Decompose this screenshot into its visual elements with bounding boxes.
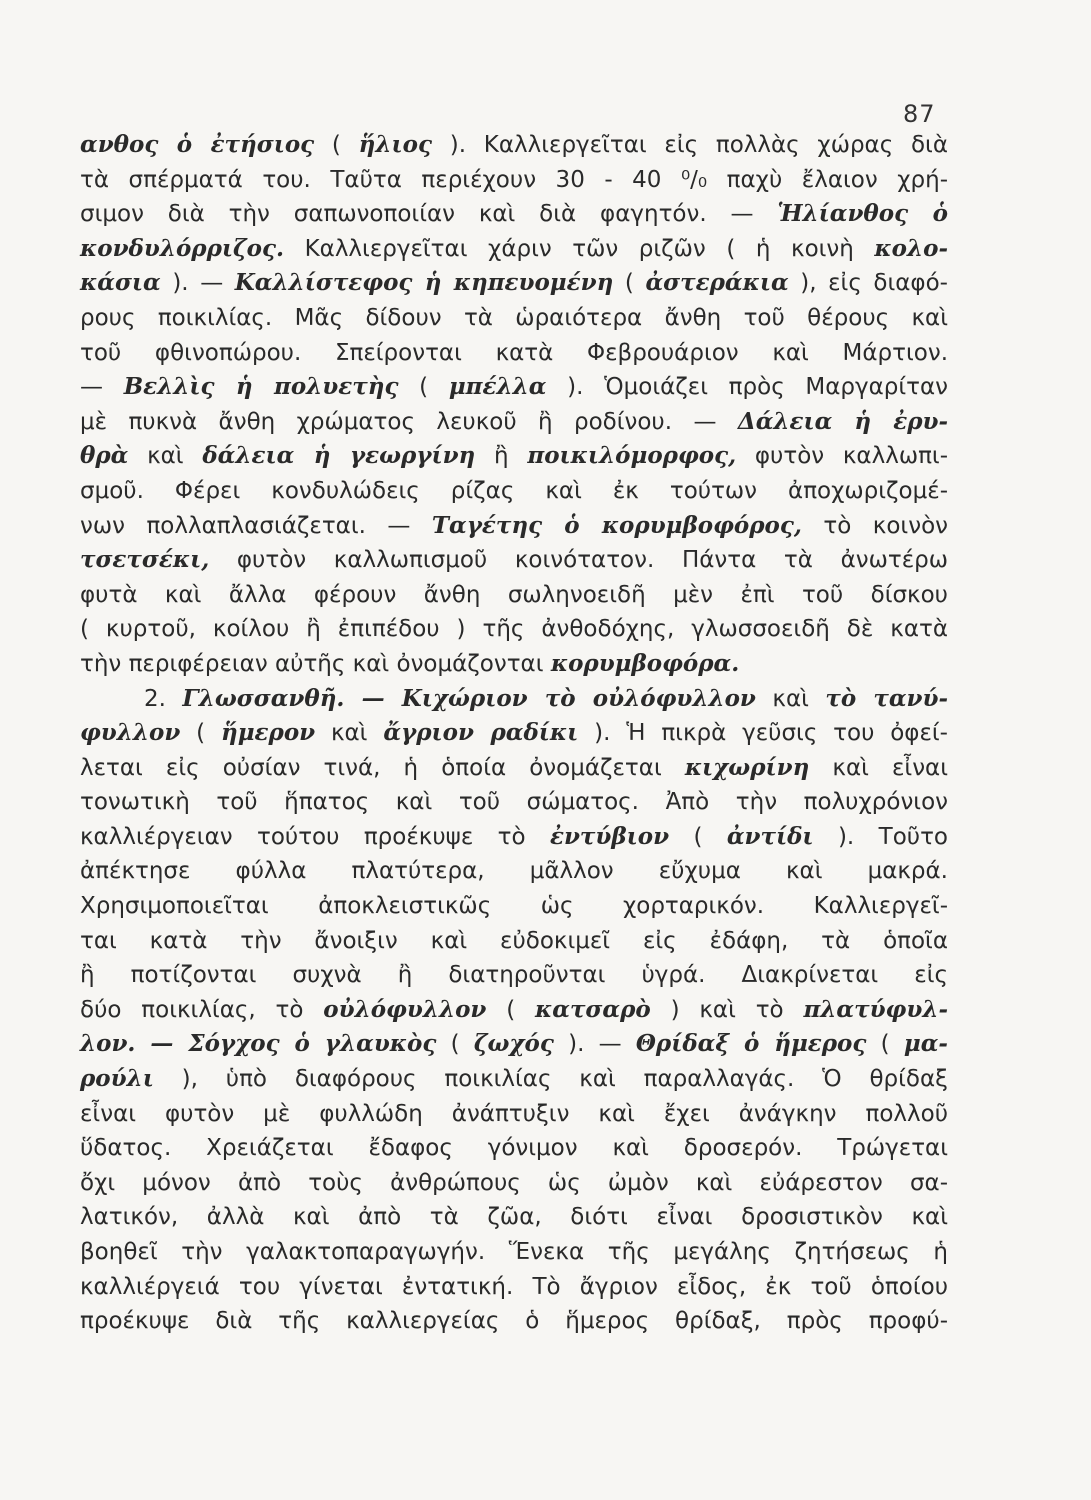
text-line bbox=[80, 1097, 948, 1132]
text-segment: ). Καλλιεργεῖται εἰς πολλὰς χώρας διὰ bbox=[431, 132, 948, 158]
emphasized-term: Βελλὶς ἡ πολυετὴς bbox=[123, 373, 399, 401]
text-line bbox=[80, 509, 948, 544]
text-segment: Καλλιεργεῖται χάριν τῶν ριζῶν ( ἡ κοινὴ bbox=[284, 235, 875, 262]
text-segment: φυτὸν καλλωπισμοῦ κοινότατον. Πάντα τὰ ἀνωτέρω bbox=[209, 547, 948, 574]
text-segment: ). Ὁμοιάζει πρὸς Μαργαρίταν bbox=[546, 374, 949, 401]
text-segment: καὶ εἶναι bbox=[809, 754, 948, 781]
text-segment: λεται εἰς οὐσίαν τινά, ἡ ὁποία ὀνομάζεται bbox=[80, 754, 685, 781]
text-segment: ρους ποικιλίας. Μᾶς δίδουν τὰ ὡραιότερα ἄνθη τοῦ θέρους καὶ bbox=[80, 304, 948, 331]
text-segment: ( κυρτοῦ, κοίλου ἢ ἐπιπέδου ) τῆς ἀνθοδόχης, γλωσσοειδῆ δὲ κατὰ bbox=[80, 616, 948, 643]
emphasized-term: κορυμβοφόρα. bbox=[550, 649, 740, 677]
emphasized-term: τσετσέκι, bbox=[80, 546, 210, 574]
text-segment: σιμον διὰ τὴν σαπωνοποιίαν καὶ διὰ φαγητόν. — bbox=[80, 201, 778, 228]
text-line bbox=[80, 1166, 948, 1201]
text-line bbox=[80, 716, 948, 751]
text-segment: βοηθεῖ τὴν γαλακτοπαραγωγήν. Ἕνεκα τῆς μεγάλης ζητήσεως ἡ bbox=[80, 1239, 948, 1265]
emphasized-term: ποικιλόμορφος, bbox=[527, 442, 737, 470]
text-line bbox=[80, 647, 948, 682]
emphasized-term: μα- bbox=[903, 1030, 948, 1058]
text-segment: Χρησιμοποιεῖται ἀποκλειστικῶς ὡς χορταρικόν. Καλλιεργεῖ- bbox=[80, 893, 948, 920]
page-number: 87 bbox=[903, 100, 936, 128]
emphasized-term: θρὰ bbox=[80, 442, 129, 470]
emphasized-term: μπέλλα bbox=[448, 373, 547, 401]
text-segment: ( bbox=[866, 1031, 904, 1058]
text-segment: ὕδατος. Χρειάζεται ἔδαφος γόνιμον καὶ δροσερόν. Τρώγεται bbox=[80, 1135, 948, 1162]
text-line bbox=[80, 197, 948, 232]
emphasized-term: ἥλιος bbox=[358, 131, 432, 158]
text-segment: ). — bbox=[553, 1031, 636, 1058]
emphasized-term: Ἡλίανθος ὁ bbox=[777, 200, 948, 228]
text-line bbox=[80, 1027, 948, 1062]
text-segment: ἢ bbox=[475, 443, 528, 470]
text-line bbox=[80, 336, 948, 371]
text-segment: φυτὰ καὶ ἄλλα φέρουν ἄνθη σωληνοειδῆ μὲν ἐπὶ τοῦ δίσκου bbox=[80, 581, 948, 608]
text-line bbox=[80, 163, 948, 198]
emphasized-term: Δάλεια ἡ ἐρυ- bbox=[737, 407, 948, 435]
emphasized-term: ρούλι bbox=[80, 1065, 154, 1093]
text-line bbox=[80, 128, 948, 163]
text-segment: — bbox=[80, 374, 124, 401]
text-line bbox=[80, 474, 948, 509]
text-line bbox=[80, 1062, 948, 1097]
text-line bbox=[80, 1131, 948, 1166]
text-line bbox=[80, 439, 948, 474]
text-segment: καλλιέργειά του γίνεται ἐντατική. Τὸ ἄγριον εἶδος, ἐκ τοῦ ὁποίου bbox=[80, 1273, 948, 1300]
text-line bbox=[80, 958, 948, 993]
text-line bbox=[80, 751, 948, 786]
text-line bbox=[80, 232, 948, 267]
emphasized-term: λον. — Σόγχος ὁ γλαυκὸς bbox=[80, 1030, 437, 1058]
text-line bbox=[80, 785, 948, 820]
text-segment: δύο ποικιλίας, τὸ bbox=[80, 996, 324, 1023]
text-segment: προέκυψε διὰ τῆς καλλιεργείας ὁ ἥμερος θρίδαξ, πρὸς προφύ- bbox=[80, 1308, 948, 1335]
text-line bbox=[80, 820, 948, 855]
body-text bbox=[80, 128, 948, 1339]
emphasized-term: ζωχός bbox=[473, 1030, 554, 1058]
text-segment: ( bbox=[613, 270, 646, 297]
text-segment: σμοῦ. Φέρει κονδυλώδεις ρίζας καὶ ἐκ τούτων ἀποχωριζομέ- bbox=[80, 477, 948, 504]
text-line bbox=[80, 1270, 948, 1305]
text-segment: ται κατὰ τὴν ἄνοιξιν καὶ εὐδοκιμεῖ εἰς ἐδάφη, τὰ ὁποῖα bbox=[80, 927, 948, 954]
emphasized-term: ἀντίδι bbox=[726, 822, 814, 850]
text-line bbox=[80, 1235, 948, 1270]
emphasized-term: δάλεια ἡ γεωργίνη bbox=[202, 442, 476, 470]
text-segment: ) καὶ τὸ bbox=[650, 996, 804, 1023]
text-line bbox=[80, 854, 948, 889]
text-segment: τὸ κοινὸν bbox=[801, 512, 948, 539]
text-segment: ὄχι μόνον ἀπὸ τοὺς ἀνθρώπους ὡς ὠμὸν καὶ εὐάρεστον σα- bbox=[80, 1169, 948, 1196]
text-segment: ), εἰς διαφό- bbox=[788, 270, 948, 297]
text-segment: ( bbox=[180, 720, 221, 747]
text-segment: λατικόν, ἀλλὰ καὶ ἀπὸ τὰ ζῶα, διότι εἶναι δροσιστικὸν καὶ bbox=[80, 1204, 948, 1231]
text-line bbox=[80, 543, 948, 578]
text-segment: μὲ πυκνὰ ἄνθη χρώματος λευκοῦ ἢ ροδίνου. — bbox=[80, 408, 738, 435]
emphasized-term: ἥμερον bbox=[220, 719, 316, 747]
text-line bbox=[80, 405, 948, 440]
text-segment: ). Τοῦτο bbox=[813, 823, 948, 850]
emphasized-term: κιχωρίνη bbox=[684, 753, 810, 781]
text-segment: 2. bbox=[144, 685, 183, 712]
text-segment: τονωτικὴ τοῦ ἥπατος καὶ τοῦ σώματος. Ἀπὸ τὴν πολυχρόνιον bbox=[80, 789, 948, 816]
text-segment: ), ὑπὸ διαφόρους ποικιλίας καὶ παραλλαγάς. Ὁ θρίδαξ bbox=[153, 1066, 948, 1093]
text-segment: νων πολλαπλασιάζεται. — bbox=[80, 512, 432, 539]
text-segment: φυτὸν καλλωπι- bbox=[736, 443, 949, 470]
text-line bbox=[80, 370, 948, 405]
text-line bbox=[80, 266, 948, 301]
text-line bbox=[80, 301, 948, 336]
emphasized-term: Γλωσσανθῆ. — Κιχώριον τὸ οὐλόφυλλον bbox=[182, 684, 756, 712]
emphasized-term: κονδυλόρριζος. bbox=[80, 234, 285, 262]
text-line bbox=[80, 993, 948, 1028]
emphasized-term: ανθος ὁ ἐτήσιος bbox=[80, 131, 315, 158]
text-segment: ). Ἡ πικρὰ γεῦσις του ὀφεί- bbox=[578, 720, 948, 747]
text-segment: ( bbox=[669, 823, 727, 850]
emphasized-term: κατσαρὸ bbox=[535, 995, 651, 1023]
emphasized-term: ἐντύβιον bbox=[549, 822, 670, 850]
emphasized-term: φυλλον bbox=[80, 719, 181, 747]
emphasized-term: οὐλόφυλλον bbox=[323, 995, 487, 1023]
text-segment: ἢ ποτίζονται συχνὰ ἢ διατηροῦνται ὑγρά. Διακρίνεται εἰς bbox=[80, 962, 948, 989]
text-segment: καὶ bbox=[315, 720, 384, 747]
text-segment: ). — bbox=[160, 270, 235, 297]
text-segment: ( bbox=[314, 132, 359, 158]
text-segment: τὴν περιφέρειαν αὐτῆς καὶ ὀνομάζονται bbox=[80, 650, 551, 677]
emphasized-term: πλατύφυλ- bbox=[803, 995, 948, 1023]
emphasized-term: ἄγριον ραδίκι bbox=[383, 719, 579, 747]
text-segment: καὶ bbox=[755, 685, 826, 712]
emphasized-term: κολο- bbox=[874, 234, 948, 262]
emphasized-term: Καλλίστεφος ἡ κηπευομένη bbox=[234, 269, 614, 297]
text-segment: τοῦ φθινοπώρου. Σπείρονται κατὰ Φεβρουάριον καὶ Μάρτιον. bbox=[80, 339, 948, 366]
text-line bbox=[80, 1304, 948, 1339]
text-segment: ( bbox=[436, 1031, 474, 1058]
emphasized-term: Θρίδαξ ὁ ἥμερος bbox=[635, 1030, 867, 1058]
text-line bbox=[80, 682, 948, 717]
text-segment: ( bbox=[486, 996, 536, 1023]
text-segment: εἶναι φυτὸν μὲ φυλλώδη ἀνάπτυξιν καὶ ἔχει ἀνάγκην πολλοῦ bbox=[80, 1100, 948, 1127]
text-line bbox=[80, 1200, 948, 1235]
text-line bbox=[80, 578, 948, 613]
text-segment: καλλιέργειαν τούτου προέκυψε τὸ bbox=[80, 823, 550, 850]
text-segment: ( bbox=[398, 374, 449, 401]
emphasized-term: τὸ τανύ- bbox=[825, 684, 948, 712]
emphasized-term: κάσια bbox=[80, 269, 161, 297]
text-segment: καὶ bbox=[128, 443, 203, 470]
text-line bbox=[80, 612, 948, 647]
emphasized-term: Ταγέτης ὁ κορυμβοφόρος, bbox=[431, 511, 802, 539]
text-line bbox=[80, 924, 948, 959]
text-segment: τὰ σπέρματά του. Ταῦτα περιέχουν 30 - 40 ⁰/₀ παχὺ ἔλαιον χρή- bbox=[80, 166, 948, 193]
text-line bbox=[80, 889, 948, 924]
emphasized-term: ἀστεράκια bbox=[645, 269, 789, 297]
text-segment: ἀπέκτησε φύλλα πλατύτερα, μᾶλλον εὔχυμα καὶ μακρά. bbox=[80, 858, 948, 885]
